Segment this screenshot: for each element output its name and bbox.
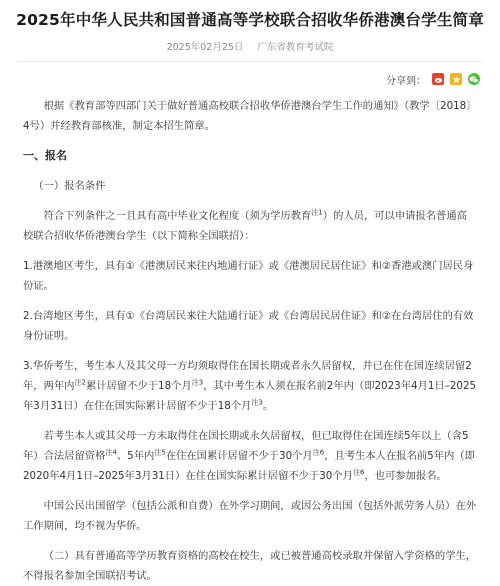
share-bar	[0, 71, 500, 87]
text-run: 、5年内	[116, 450, 155, 462]
footnote-ref: 注6	[312, 448, 325, 457]
subsection-heading: （一）报名条件	[33, 180, 106, 192]
article-source: 广东省教育考试院	[257, 42, 334, 53]
condition-intro	[23, 206, 477, 246]
footnote-ref: 注3	[191, 378, 204, 387]
qzone-icon[interactable]	[450, 73, 462, 85]
section-heading: 一、报名	[23, 149, 67, 162]
text-run: 若考生本人或其父母一方未取得住在国长期或永久居留权，但已取得住在国连续5年以上（含5年）合法居留资格	[23, 430, 469, 462]
article-meta	[0, 39, 500, 52]
footnote-ref: 注4	[105, 448, 117, 457]
text-run: 累计居留不少于18个月	[85, 380, 192, 392]
condition-item-3-extra	[23, 426, 477, 486]
subsection-2: （二）具有普通高等学历教育资格的高校在校生，或已被普通高校录取并保留入学资格的学生，不得报名参加全国联招考试。	[23, 550, 477, 582]
footnote-ref: 注5	[154, 448, 166, 457]
text-run: ，其中考生本人须在报名前2年内（即2023年4月1日–2025年3月31日）在住在国实际累计居留不少于18个月	[23, 380, 477, 412]
text-run: 3.华侨考生，考生本人及其父母一方均须取得住在国长期或者永久居留权，并已在住在国连续居留2年，两年内	[23, 360, 472, 392]
text-run: 符合下列条件之一且具有高中毕业文化程度（须为学历教育	[43, 210, 312, 222]
header-divider	[18, 61, 482, 62]
footnote-ref: 注1	[311, 208, 323, 217]
text-run: 在住在国累计居留不少于30个月	[165, 450, 313, 462]
article-body	[0, 96, 500, 586]
footnote-ref: 注2	[74, 378, 86, 387]
share-label: 分享到：	[386, 75, 426, 87]
text-run: ，且考生本人在报名前5年内（即2020年4月1日–2025年3月31日）在住在国实际累计居留不少于30个月	[23, 450, 475, 482]
condition-item-2: 2.台湾地区考生，具有①《台湾居民来往大陆通行证》或《台湾居民居住证》和②在台湾居住的有效身份证明。	[23, 310, 474, 342]
text-run: ，也可参加报名。	[364, 470, 447, 482]
overseas-study-note: 中国公民出国留学（包括公派和自费）在外学习期间，或因公务出国（包括外派劳务人员）在外工作期间，均不视为华侨。	[23, 500, 477, 532]
weibo-icon[interactable]	[432, 73, 444, 85]
footnote-ref: 注3	[251, 398, 263, 407]
publish-date: 2025年02月25日	[166, 42, 244, 53]
footnote-ref: 注6	[352, 468, 365, 477]
article-title: 2025年中华人民共和国普通高等学校联合招收华侨港澳台学生简章	[16, 11, 484, 29]
wechat-icon[interactable]	[468, 73, 480, 85]
condition-item-1: 1.港澳地区考生，具有①《港澳居民来往内地通行证》或《港澳居民居住证》和②香港或澳门居民身份证。	[23, 260, 474, 292]
text-run: ）的人员，可以申请报名普通高校联合招收华侨港澳台学生（以下简称全国联招）：	[23, 210, 467, 242]
intro-paragraph: 根据《教育部等四部门关于做好普通高校联合招收华侨港澳台学生工作的通知》（教学〔2018〕4号）并经教育部核准，制定本招生简章。	[23, 100, 477, 132]
condition-item-3	[23, 356, 477, 416]
text-run: 。	[262, 400, 274, 412]
